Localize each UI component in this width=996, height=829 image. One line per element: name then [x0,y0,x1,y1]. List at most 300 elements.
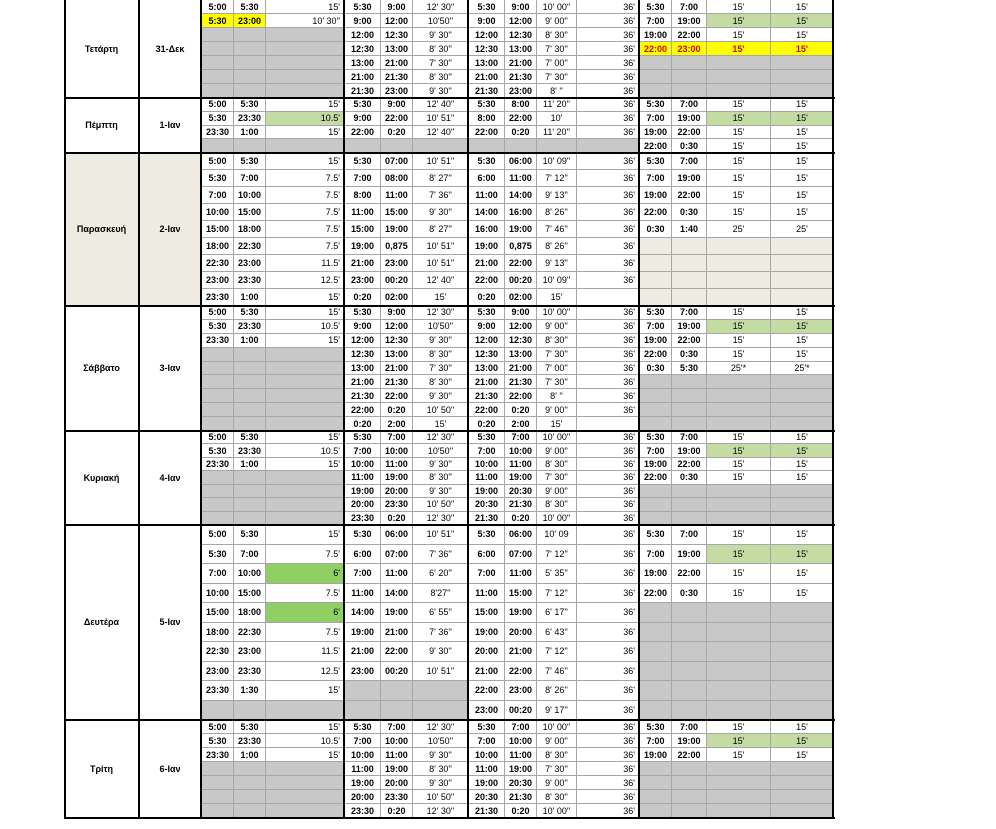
time-cell: 9:00 [505,306,537,320]
time-cell: 23:30 [345,804,381,818]
time-cell: 23:30 [202,334,234,348]
time-cell: 36' [577,187,640,204]
time-cell: 7' 12'' [537,545,577,565]
time-cell: 21:30 [505,375,537,389]
time-cell: 19:00 [640,28,672,42]
time-cell: 36' [577,564,640,584]
time-cell: 7:00 [640,170,672,187]
empty-cell [345,139,381,153]
day-date: 5-Ιαν [139,525,202,720]
time-cell: 9:00 [345,320,381,334]
empty-cell [640,70,672,84]
time-cell: 10' 00'' [537,306,577,320]
empty-cell [234,56,266,70]
time-cell: 5:30 [234,306,266,320]
time-cell: 15' [771,584,834,604]
empty-cell [234,512,266,525]
time-cell: 7:00 [640,444,672,457]
empty-cell [266,403,345,417]
time-cell: 9' 13'' [537,255,577,272]
time-cell: 1:40 [672,221,707,238]
empty-cell [381,681,413,701]
time-cell: 23:30 [202,748,234,762]
time-cell: 12' 40'' [413,126,469,140]
empty-cell [672,238,707,255]
empty-cell [640,804,672,818]
time-cell: 22:30 [202,255,234,272]
time-cell: 16:00 [469,221,505,238]
time-cell: 7' 46'' [537,662,577,682]
time-cell: 7:00 [672,306,707,320]
time-cell: 10:00 [381,734,413,748]
empty-cell [345,701,381,721]
time-cell: 7' 30'' [537,42,577,56]
time-cell: 12:00 [505,14,537,28]
time-cell: 11:00 [345,584,381,604]
time-cell: 13:00 [469,362,505,376]
day-date: 1-Ιαν [139,98,202,153]
time-cell: 9' 13'' [537,187,577,204]
empty-cell [234,362,266,376]
empty-cell [672,84,707,98]
time-cell: 5:30 [640,525,672,545]
empty-cell [672,70,707,84]
time-cell: 19:00 [505,471,537,484]
time-cell: 6' 43'' [537,623,577,643]
empty-cell [771,512,834,525]
empty-cell [771,603,834,623]
time-cell: 21:30 [381,70,413,84]
column-divider [638,0,640,819]
time-cell: 10:00 [345,458,381,471]
time-cell: 8' 30'' [537,334,577,348]
column-divider [832,0,834,819]
time-cell: 5:30 [640,0,672,14]
day-divider [65,430,835,432]
empty-cell [771,662,834,682]
time-cell: 7:00 [640,545,672,565]
time-cell: 22:00 [469,126,505,140]
column-divider [138,0,140,819]
time-cell: 10:00 [234,564,266,584]
time-cell: 15' [771,98,834,112]
time-cell: 21:30 [345,84,381,98]
time-cell: 25'* [707,362,771,376]
time-cell: 7' 36'' [413,545,469,565]
time-cell: 10:00 [234,187,266,204]
empty-cell [672,662,707,682]
time-cell: 5:30 [469,98,505,112]
time-cell: 10' 09 [537,525,577,545]
empty-cell [266,512,345,525]
empty-cell [707,681,771,701]
time-cell: 7' 30'' [413,56,469,70]
time-cell: 9:00 [381,98,413,112]
time-cell: 15' [266,720,345,734]
time-cell: 19:00 [672,545,707,565]
time-cell: 22:00 [640,42,672,56]
time-cell: 5:30 [202,112,234,126]
time-cell: 15:00 [505,584,537,604]
time-cell: 7.5' [266,545,345,565]
time-cell: 10.5' [266,444,345,457]
empty-cell [202,776,234,790]
time-cell: 12:30 [345,42,381,56]
time-cell: 21:30 [505,790,537,804]
time-cell: 22:00 [505,255,537,272]
empty-cell [771,389,834,403]
time-cell: 19:00 [640,126,672,140]
time-cell: 5:30 [640,431,672,444]
time-cell: 0:30 [640,221,672,238]
time-cell: 25'* [771,362,834,376]
time-cell: 20:00 [381,776,413,790]
time-cell: 10:00 [202,584,234,604]
empty-cell [640,642,672,662]
empty-cell [234,701,266,721]
day-name: Παρασκευή [65,153,139,306]
time-cell: 9:00 [381,0,413,14]
time-cell: 02:00 [505,289,537,306]
empty-cell [771,623,834,643]
time-cell: 6:00 [345,545,381,565]
time-cell: 12:30 [505,334,537,348]
empty-cell [202,512,234,525]
time-cell: 22:00 [672,126,707,140]
time-cell: 20:30 [505,485,537,498]
day-name: Κυριακή [65,431,139,525]
time-cell: 15' [537,417,577,431]
empty-cell [266,471,345,484]
time-cell: 9' 30'' [413,748,469,762]
time-cell: 8'27'' [413,584,469,604]
time-cell: 11:00 [381,187,413,204]
time-cell: 12:30 [345,348,381,362]
time-cell: 15' [771,14,834,28]
empty-cell [202,348,234,362]
time-cell: 9' 30'' [413,28,469,42]
time-cell: 19:00 [469,238,505,255]
time-cell: 23:30 [234,444,266,457]
time-cell: 1:00 [234,126,266,140]
time-cell: 36' [577,389,640,403]
time-cell: 9' 17'' [537,701,577,721]
empty-cell [381,701,413,721]
time-cell: 0:30 [672,471,707,484]
time-cell: 19:00 [672,320,707,334]
time-cell: 15' [707,471,771,484]
time-cell: 5:30 [672,362,707,376]
time-cell: 5:30 [345,153,381,170]
empty-cell [266,348,345,362]
time-cell: 9:00 [469,14,505,28]
time-cell: 15' [707,98,771,112]
time-cell: 15' [707,334,771,348]
time-cell: 36' [577,272,640,289]
time-cell: 15' [707,584,771,604]
day-divider [65,817,835,819]
empty-cell [672,375,707,389]
time-cell: 21:00 [381,362,413,376]
time-cell: 7:00 [640,112,672,126]
time-cell: 9' 00'' [537,734,577,748]
time-cell: 23:00 [202,272,234,289]
time-cell: 36' [577,790,640,804]
time-cell: 20:00 [505,623,537,643]
time-cell: 13:00 [505,348,537,362]
empty-cell [640,701,672,721]
empty-cell [266,762,345,776]
time-cell: 14:00 [505,187,537,204]
empty-cell [266,498,345,511]
empty-cell [202,362,234,376]
time-cell: 7:00 [672,431,707,444]
time-cell: 10.5' [266,734,345,748]
time-cell: 15' [771,720,834,734]
time-cell: 5:30 [345,306,381,320]
time-cell: 7:00 [672,0,707,14]
time-cell: 15' [707,42,771,56]
time-cell: 10:00 [469,458,505,471]
empty-cell [234,776,266,790]
time-cell: 9' 30'' [413,776,469,790]
time-cell: 0:20 [505,804,537,818]
empty-cell [202,498,234,511]
time-cell: 23:30 [202,289,234,306]
time-cell: 15' [266,289,345,306]
time-cell: 18:00 [234,221,266,238]
empty-cell [707,762,771,776]
empty-cell [234,139,266,153]
time-cell: 15:00 [345,221,381,238]
time-cell: 11:00 [505,564,537,584]
empty-cell [202,42,234,56]
empty-cell [707,603,771,623]
time-cell: 15' [771,334,834,348]
day-date: 31-Δεκ [139,0,202,98]
time-cell: 0,875 [381,238,413,255]
time-cell: 8' 30'' [413,348,469,362]
empty-cell [266,56,345,70]
time-cell: 0:30 [672,139,707,153]
time-cell: 0:20 [469,289,505,306]
time-cell: 22:00 [469,681,505,701]
time-cell: 7:00 [202,564,234,584]
time-cell: 7:00 [234,545,266,565]
time-cell: 7.5' [266,221,345,238]
time-cell: 7:00 [640,320,672,334]
empty-cell [202,471,234,484]
empty-cell [640,403,672,417]
time-cell: 9' 30'' [413,458,469,471]
empty-cell [672,762,707,776]
day-divider [65,305,835,307]
empty-cell [413,701,469,721]
empty-cell [771,255,834,272]
empty-cell [672,56,707,70]
time-cell: 36' [577,762,640,776]
time-cell: 36' [577,804,640,818]
empty-cell [707,417,771,431]
time-cell: 06:00 [505,525,537,545]
time-cell: 7:00 [640,734,672,748]
time-cell: 15:00 [381,204,413,221]
time-cell: 15:00 [202,603,234,623]
empty-cell [672,804,707,818]
time-cell: 15:00 [234,584,266,604]
time-cell: 8:00 [505,98,537,112]
time-cell: 10' 51'' [413,112,469,126]
time-cell: 15' [771,0,834,14]
empty-cell [672,790,707,804]
time-cell: 1:30 [234,681,266,701]
time-cell: 15' [266,126,345,140]
time-cell: 9' 30'' [413,84,469,98]
time-cell: 0:30 [672,204,707,221]
time-cell: 22:00 [505,662,537,682]
time-cell: 12:00 [381,14,413,28]
time-cell: 22:00 [381,112,413,126]
time-cell: 8' 30'' [413,375,469,389]
time-cell: 22:00 [469,272,505,289]
time-cell: 7.5' [266,204,345,221]
time-cell: 7:00 [505,431,537,444]
time-cell: 10' 00'' [537,431,577,444]
time-cell: 7:00 [345,444,381,457]
time-cell: 36' [577,126,640,140]
time-cell: 15' [771,458,834,471]
empty-cell [202,701,234,721]
time-cell: 36' [577,720,640,734]
column-divider [343,0,345,819]
time-cell: 5:00 [202,720,234,734]
time-cell: 23:00 [345,662,381,682]
empty-cell [707,701,771,721]
column-divider [467,0,469,819]
time-cell: 23:30 [381,790,413,804]
empty-cell [771,681,834,701]
time-cell: 36' [577,642,640,662]
time-cell: 22:00 [381,642,413,662]
time-cell: 5:30 [345,525,381,545]
empty-cell [707,642,771,662]
time-cell: 5:30 [640,98,672,112]
time-cell: 22:00 [640,348,672,362]
time-cell: 7:00 [234,170,266,187]
time-cell: 06:00 [505,153,537,170]
empty-cell [234,790,266,804]
time-cell: 23:30 [234,112,266,126]
time-cell: 15' [707,306,771,320]
time-cell: 9:00 [505,0,537,14]
time-cell: 8' 26'' [537,238,577,255]
time-cell: 36' [577,485,640,498]
time-cell: 36' [577,545,640,565]
empty-cell [266,701,345,721]
time-cell: 9' 00'' [537,776,577,790]
time-cell: 07:00 [381,153,413,170]
time-cell: 10' 00'' [537,0,577,14]
empty-cell [771,762,834,776]
time-cell: 12:30 [381,28,413,42]
time-cell: 7' 12'' [537,642,577,662]
time-cell: 22:00 [345,126,381,140]
time-cell: 5:30 [345,98,381,112]
empty-cell [707,776,771,790]
time-cell: 11:00 [345,762,381,776]
time-cell: 14:00 [345,603,381,623]
empty-cell [640,776,672,790]
time-cell: 36' [577,70,640,84]
time-cell: 6' 55'' [413,603,469,623]
time-cell: 10'50'' [413,320,469,334]
time-cell: 15' [771,204,834,221]
time-cell: 10' 51'' [413,525,469,545]
empty-cell [640,84,672,98]
time-cell: 12.5' [266,272,345,289]
time-cell: 13:00 [381,42,413,56]
time-cell: 1:00 [234,748,266,762]
time-cell: 10:00 [345,748,381,762]
time-cell: 9' 00'' [537,14,577,28]
empty-cell [707,662,771,682]
empty-cell [234,471,266,484]
empty-cell [707,403,771,417]
empty-cell [771,403,834,417]
time-cell: 7' 36'' [413,187,469,204]
time-cell: 12:00 [345,28,381,42]
time-cell: 9' 00'' [537,403,577,417]
time-cell: 10:00 [505,734,537,748]
time-cell: 21:30 [469,84,505,98]
time-cell: 8:00 [469,112,505,126]
empty-cell [234,389,266,403]
time-cell: 19:00 [469,485,505,498]
empty-cell [707,238,771,255]
time-cell: 19:00 [505,603,537,623]
empty-cell [202,790,234,804]
time-cell: 10' 50'' [413,790,469,804]
empty-cell [771,790,834,804]
empty-cell [771,642,834,662]
time-cell: 18:00 [234,603,266,623]
time-cell: 9:00 [381,306,413,320]
empty-cell [707,70,771,84]
time-cell: 22:00 [505,389,537,403]
time-cell: 36' [577,584,640,604]
time-cell: 08:00 [381,170,413,187]
time-cell: 7' 12'' [537,584,577,604]
day-date: 2-Ιαν [139,153,202,306]
time-cell: 21:00 [469,375,505,389]
time-cell: 36' [577,306,640,320]
time-cell: 21:00 [469,70,505,84]
time-cell: 19:00 [381,603,413,623]
time-cell: 36' [577,748,640,762]
time-cell: 5:30 [345,0,381,14]
time-cell: 11:00 [469,762,505,776]
time-cell: 0,875 [505,238,537,255]
day-divider [65,719,835,721]
time-cell: 7.5' [266,187,345,204]
time-cell: 15' [771,42,834,56]
time-cell: 7' 30'' [537,375,577,389]
time-cell: 23:00 [234,14,266,28]
time-cell: 36' [577,403,640,417]
empty-cell [413,139,469,153]
time-cell: 6' 17'' [537,603,577,623]
time-cell: 36' [577,623,640,643]
